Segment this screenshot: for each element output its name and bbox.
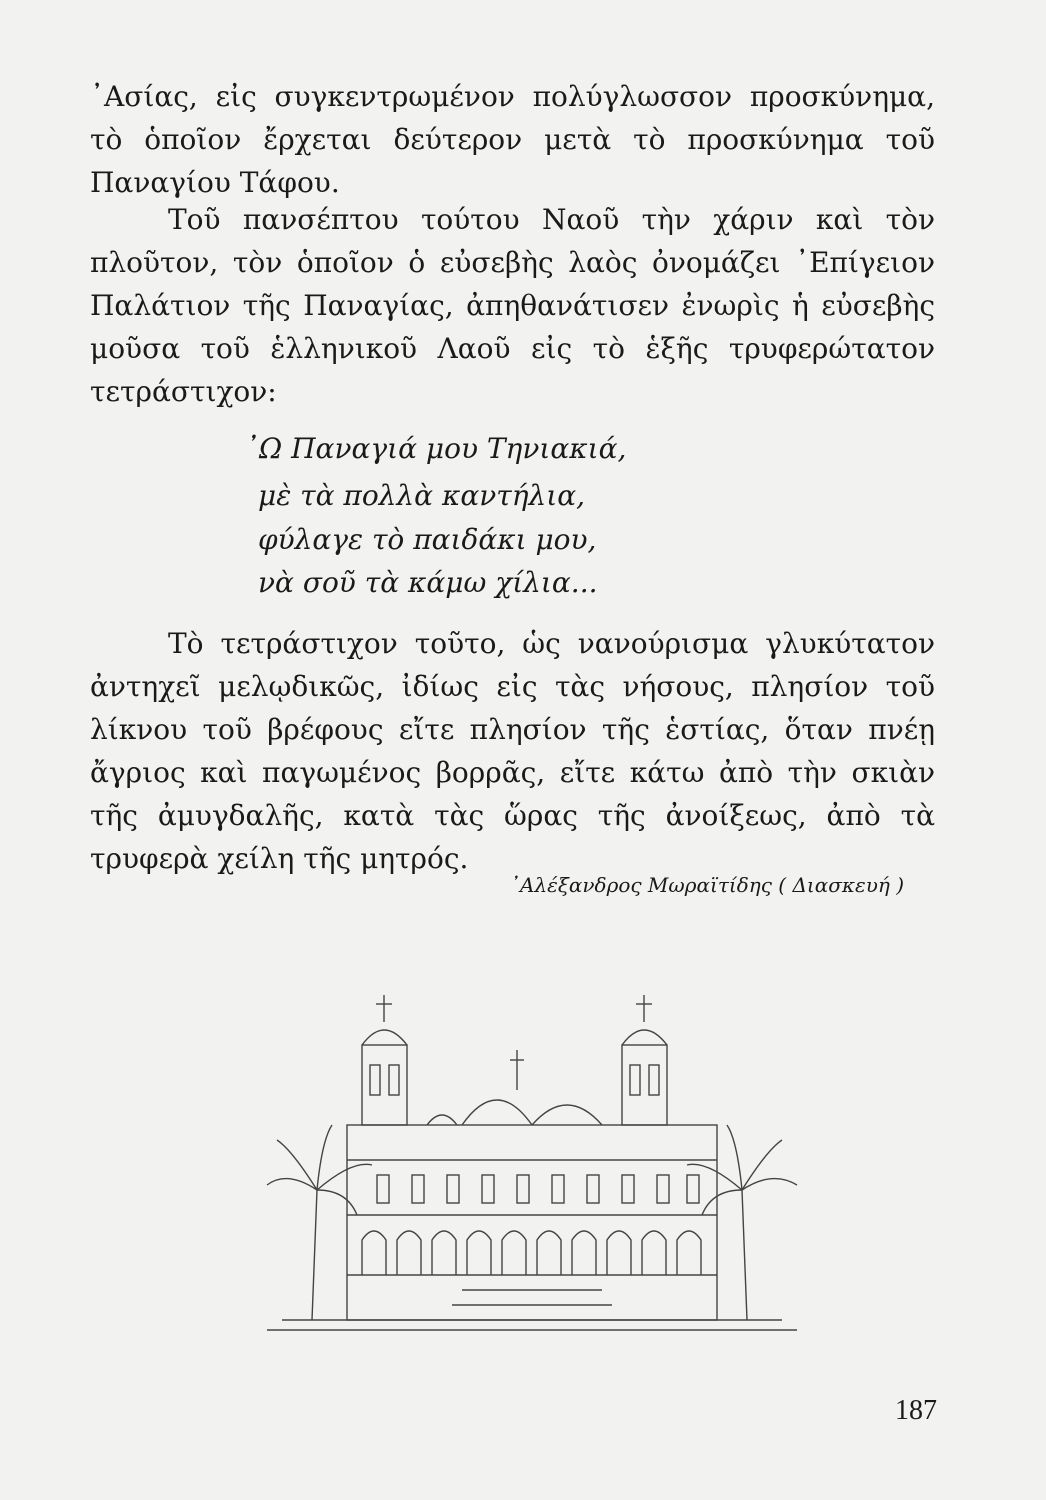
- paragraph-lullaby: Τὸ τετράστιχον τοῦτο, ὡς νανούρισμα γλυκύτατον ἀντηχεῖ μελῳδικῶς, ἰδίως εἰς τὰς νήσους, πλησίον τοῦ λίκνου τοῦ βρέφους εἴτε πλησίον τῆς ἑστίας, ὅταν πνέῃ ἄγριος καὶ παγωμένος βορρᾶς, εἴτε κάτω ἀπὸ τὴν σκιὰν τῆς ἀμυγδαλῆς, κατὰ τὰς ὥρας τῆς ἀνοίξεως, ἀπὸ τὰ τρυφερὰ χείλη τῆς μητρός.: [90, 627, 935, 875]
- paragraph-temple: Τοῦ πανσέπτου τούτου Ναοῦ τὴν χάριν καὶ τὸν πλοῦτον, τὸν ὁποῖον ὁ εὐσεβὴς λαὸς ὀνομάζει ᾿Επίγειον Παλάτιον τῆς Παναγίας, ἀπηθανάτισεν ἐνωρὶς ἡ εὐσεβὴς μοῦσα τοῦ ἑλληνικοῦ Λαοῦ εἰς τὸ ἑξῆς τρυφερώτατον τετράστιχον:: [90, 203, 935, 408]
- church-illustration: [262, 990, 802, 1340]
- poem-line-3: φύλαγε τὸ παιδάκι μου,: [258, 523, 597, 556]
- poem-line-2: μὲ τὰ πολλὰ καντήλια,: [258, 479, 586, 512]
- author-signature: ᾿Αλέξανδρος Μωραϊτίδης ( Διασκευή ): [510, 873, 905, 897]
- paragraph-intro: ᾿Ασίας, εἰς συγκεντρωμένον πολύγλωσσον προσκύνημα, τὸ ὁποῖον ἔρχεται δεύτερον μετὰ τὸ προσκύνημα τοῦ Παναγίου Τάφου.: [90, 80, 935, 199]
- poem-line-1: ᾿Ω Παναγιά μου Τηνιακιά,: [245, 432, 627, 465]
- page-number: 187: [895, 1395, 937, 1426]
- poem-line-4: νὰ σοῦ τὰ κάμω χίλια...: [258, 566, 598, 599]
